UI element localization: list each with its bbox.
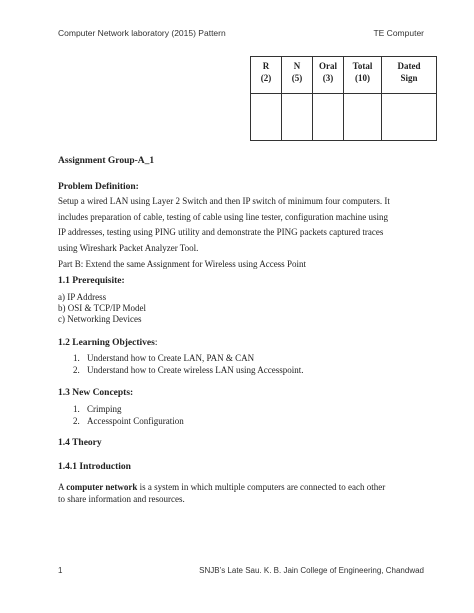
page-number: 1 xyxy=(58,566,63,575)
intro-line-2: to share information and resources. xyxy=(58,494,185,504)
problem-line-3: IP addresses, testing using PING utility and demonstrate the PING packets captured traces xyxy=(58,227,384,237)
header-left: Computer Network laboratory (2015) Pattern xyxy=(58,28,226,38)
grade-cell-r xyxy=(251,94,282,141)
part-b: Part B: Extend the same Assignment for Wireless using Access Point xyxy=(58,259,306,269)
prereq-item-3: c) Networking Devices xyxy=(58,314,142,324)
grade-col-n: N (5) xyxy=(282,57,313,94)
footer-college: SNJB’s Late Sau. K. B. Jain College of Engineering, Chandwad xyxy=(199,566,424,575)
grade-cell-total xyxy=(344,94,382,141)
prereq-item-1: a) IP Address xyxy=(58,292,107,302)
objective-item-1: 1. Understand how to Create LAN, PAN & CAN xyxy=(73,353,255,363)
grade-col-total: Total (10) xyxy=(344,57,382,94)
intro-line-1: A computer network is a system in which multiple computers are connected to each other xyxy=(58,482,386,492)
concepts-heading: 1.3 New Concepts: xyxy=(58,388,134,398)
problem-text xyxy=(58,194,423,256)
problem-heading: Problem Definition: xyxy=(58,182,139,192)
prereq-heading: 1.1 Prerequisite: xyxy=(58,276,125,286)
grade-col-r: R (2) xyxy=(251,57,282,94)
objectives-heading: 1.2 Learning Objectives: xyxy=(58,338,158,348)
grade-col-sign: Dated Sign xyxy=(382,57,437,94)
grade-table xyxy=(250,56,437,141)
problem-line-4: using Wireshark Packet Analyzer Tool. xyxy=(58,242,199,253)
intro-heading: 1.4.1 Introduction xyxy=(58,462,131,472)
intro-bold-term: computer network xyxy=(66,482,138,492)
header-right: TE Computer xyxy=(373,28,424,38)
prereq-item-2: b) OSI & TCP/IP Model xyxy=(58,303,147,313)
grade-col-oral: Oral (3) xyxy=(313,57,344,94)
objective-item-2: 2. Understand how to Create wireless LAN using Accesspoint. xyxy=(73,365,304,375)
problem-line-2: includes preparation of cable, testing of cable using line tester, configuration machine using xyxy=(58,211,389,222)
grade-cell-n xyxy=(282,94,313,141)
grade-cell-sign xyxy=(382,94,437,141)
problem-line-1: Setup a wired LAN using Layer 2 Switch and then IP switch of minimum four computers. It xyxy=(58,196,390,206)
assignment-title: Assignment Group-A_1 xyxy=(58,156,155,166)
theory-heading: 1.4 Theory xyxy=(58,438,102,448)
concept-item-2: 2. Accesspoint Configuration xyxy=(73,416,184,426)
grade-cell-oral xyxy=(313,94,344,141)
concept-item-1: 1. Crimping xyxy=(73,404,122,414)
